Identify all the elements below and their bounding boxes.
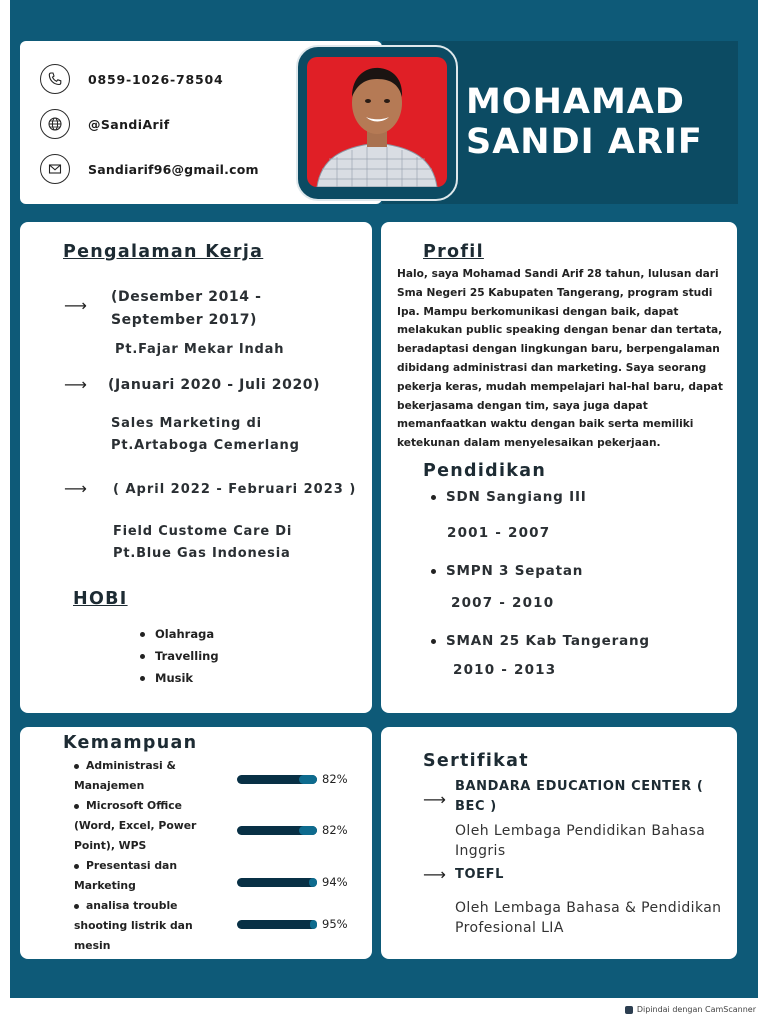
skill-item: Administrasi & Manajemen (74, 759, 176, 792)
experience-role: Sales Marketing di Pt.Artaboga Cemerlang (111, 416, 300, 453)
arrow-right-icon: ⟶ (423, 790, 446, 809)
contact-phone: 0859-1026-78504 (88, 71, 224, 87)
experience-company: Pt.Fajar Mekar Indah (115, 342, 285, 357)
skill-percent: 82% (322, 823, 348, 837)
camscanner-icon (625, 1006, 633, 1014)
skill-bar (237, 775, 317, 784)
name-line-2: SANDI ARIF (466, 122, 703, 162)
profile-heading: Profil (423, 242, 484, 262)
education-heading: Pendidikan (423, 461, 547, 481)
skill-bar-fill (299, 775, 317, 784)
skill-percent: 94% (322, 875, 348, 889)
certificate-issuer: Oleh Lembaga Pendidikan Bahasa Inggris (455, 823, 706, 859)
contact-email: Sandiarif96@gmail.com (88, 161, 259, 177)
education-years: 2001 - 2007 (447, 525, 551, 541)
arrow-right-icon: ⟶ (64, 296, 87, 315)
education-school: SDN Sangiang III (431, 486, 587, 508)
hobby-item: Musik (140, 671, 193, 685)
skill-bar (237, 920, 317, 929)
certificate-issuer: Oleh Lembaga Bahasa & Pendidikan Profesional LIA (455, 900, 722, 936)
contact-phone-row (40, 64, 223, 94)
arrow-right-icon: ⟶ (64, 479, 87, 498)
hobbies-heading: HOBI (73, 589, 128, 609)
education-years: 2010 - 2013 (453, 662, 557, 678)
name-line-1: MOHAMAD (466, 82, 685, 122)
certificates-heading: Sertifikat (423, 751, 529, 771)
education-school: SMPN 3 Sepatan (431, 560, 583, 582)
profile-photo (307, 57, 447, 187)
contact-email-row (40, 154, 259, 184)
education-years: 2007 - 2010 (451, 595, 555, 611)
skill-bar-fill (309, 878, 317, 887)
skill-bar (237, 878, 317, 887)
skill-item: analisa trouble shooting listrik dan mesin (74, 899, 193, 952)
certificate-name: TOEFL (455, 867, 504, 882)
contact-social-row (40, 109, 170, 139)
arrow-right-icon: ⟶ (64, 375, 87, 394)
skill-item: Presentasi dan Marketing (74, 859, 178, 892)
skills-heading: Kemampuan (63, 733, 198, 753)
experience-period: (Desember 2014 - September 2017) (111, 289, 262, 328)
arrow-right-icon: ⟶ (423, 865, 446, 884)
experience-role: Field Custome Care Di Pt.Blue Gas Indonesia (113, 524, 293, 561)
skill-item: Microsoft Office (Word, Excel, Power Point), WPS (74, 799, 197, 852)
profile-text: Halo, saya Mohamad Sandi Arif 28 tahun, lulusan dari Sma Negeri 25 Kabupaten Tangerang, program studi Ipa. Mampu berkomunikasi dengan baik, dapat melakukan public speaking dengan benar dan tertata, beradaptasi dengan lingkungan baru, berpengalaman dibidang administrasi dan marketing. Saya seorang pekerja keras, mudah mempelajari hal-hal baru, dapat bekerjasama dengan tim, saya juga dapat memanfaatkan waktu dengan baik serta memiliki ketekunan dalam menyelesaikan pekerjaan. (397, 268, 723, 450)
skill-bar (237, 826, 317, 835)
experience-period: ( April 2022 - Februari 2023 ) (113, 482, 357, 497)
skill-percent: 95% (322, 917, 348, 931)
mail-icon (40, 154, 70, 184)
full-name (466, 82, 703, 162)
hobby-item: Olahraga (140, 627, 214, 641)
skill-percent: 82% (322, 772, 348, 786)
experience-heading: Pengalaman Kerja (63, 242, 264, 262)
skill-bar-fill (310, 920, 317, 929)
hobby-item: Travelling (140, 649, 219, 663)
skill-bar-fill (299, 826, 317, 835)
certificate-name: BANDARA EDUCATION CENTER ( BEC ) (455, 779, 704, 814)
scanner-watermark: Dipindai dengan CamScanner (625, 1005, 756, 1014)
contact-social: @SandiArif (88, 116, 170, 132)
globe-icon (40, 109, 70, 139)
education-school: SMAN 25 Kab Tangerang (431, 630, 650, 652)
phone-icon (40, 64, 70, 94)
experience-period: (Januari 2020 - Juli 2020) (108, 377, 321, 393)
